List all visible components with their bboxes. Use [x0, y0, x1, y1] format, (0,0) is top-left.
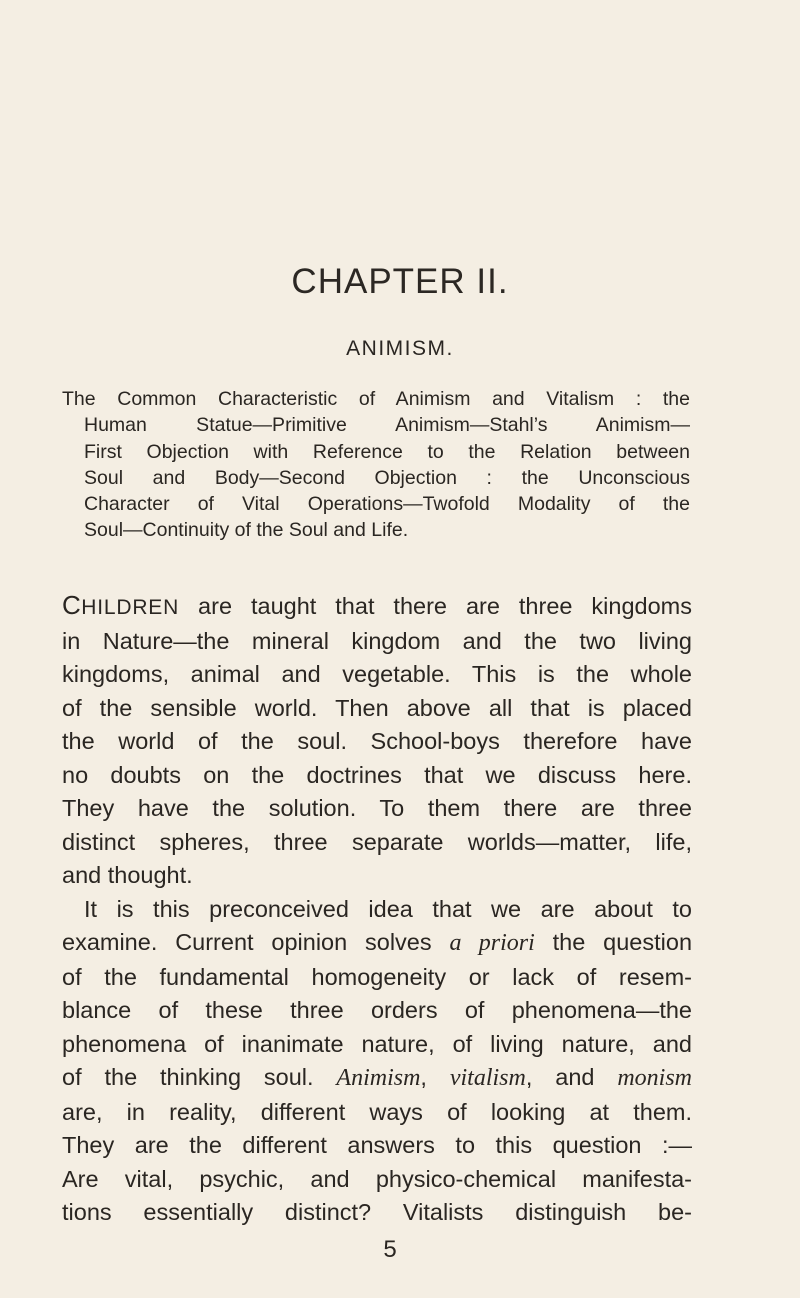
paragraph-2-line: It is this preconceived idea that we are about to: [84, 895, 692, 922]
synopsis-line: First Objection with Reference to the Relation between: [84, 440, 690, 463]
small-caps-word: HILDREN: [81, 596, 180, 619]
chapter-heading: CHAPTER II.: [291, 262, 509, 301]
paragraph-2-line: blance of these three orders of phenomena—the: [62, 997, 692, 1023]
dropcap-letter: C: [62, 590, 82, 620]
italic-term: monism: [617, 1065, 693, 1091]
line-text: ,: [420, 1064, 450, 1090]
italic-phrase: a priori: [449, 930, 535, 956]
paragraph-2-line: phenomena of inanimate nature, of living nature, and: [62, 1030, 692, 1057]
line-text: the question: [534, 929, 693, 955]
synopsis-line: Soul and Body—Second Objection : the Unconscious: [84, 466, 690, 489]
line-text: are taught that there are three kingdoms: [179, 593, 692, 619]
paragraph-2-line: tions essentially distinct? Vitalists distinguish be-: [62, 1199, 692, 1225]
paragraph-2-line: of the fundamental homogeneity or lack of resem-: [62, 963, 692, 990]
synopsis-line: Human Statue—Primitive Animism—Stahl’s Animism—: [84, 414, 690, 437]
paragraph-1-line: the world of the soul. School-boys therefore have: [62, 728, 692, 754]
paragraph-1-line: [62, 589, 692, 625]
chapter-synopsis: [62, 386, 690, 544]
chapter-title: ANIMISM.: [346, 337, 454, 360]
paragraph-2-line: [62, 926, 692, 961]
paragraph-1-line: distinct spheres, three separate worlds—matter, life,: [62, 828, 692, 855]
synopsis-line: Character of Vital Operations—Twofold Modality of the: [84, 493, 690, 516]
paragraph-2-line: They are the different answers to this question :—: [62, 1132, 692, 1158]
paragraph-1-line: They have the solution. To them there are three: [62, 795, 692, 821]
paragraph-2-line: [62, 1061, 692, 1096]
line-text: of the thinking soul.: [62, 1064, 337, 1090]
synopsis-line: The Common Characteristic of Animism and Vitalism : the: [62, 388, 690, 410]
line-text: , and: [525, 1064, 618, 1090]
paragraph-1-line: and thought.: [62, 862, 193, 888]
italic-term: Animism: [336, 1065, 421, 1091]
body-text: [62, 589, 692, 1230]
paragraph-1-line: of the sensible world. Then above all that is placed: [62, 694, 692, 721]
paragraph-1-line: in Nature—the mineral kingdom and the two living: [62, 627, 692, 654]
page-number: 5: [383, 1236, 397, 1263]
paragraph-2-line: are, in reality, different ways of looking at them.: [62, 1098, 692, 1125]
paragraph-1-line: no doubts on the doctrines that we discuss here.: [62, 761, 692, 788]
synopsis-line: Soul—Continuity of the Soul and Life.: [84, 519, 409, 542]
italic-term: vitalism: [449, 1065, 526, 1091]
paragraph-1-line: kingdoms, animal and vegetable. This is the whole: [62, 661, 692, 687]
paragraph-2-line: Are vital, psychic, and physico-chemical manifesta-: [62, 1165, 692, 1192]
line-text: examine. Current opinion solves: [62, 929, 450, 955]
